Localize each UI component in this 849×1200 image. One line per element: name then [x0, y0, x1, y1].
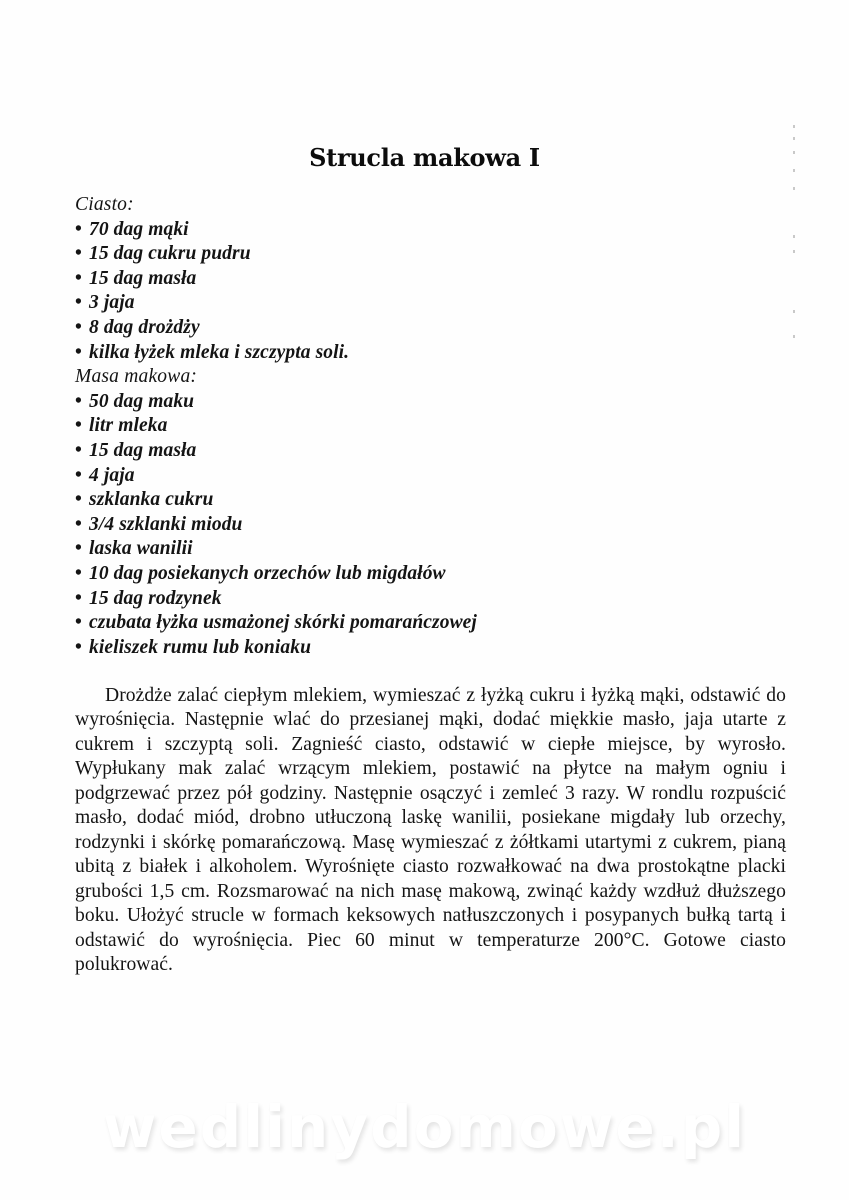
scan-artifact-marks: [793, 125, 799, 355]
bullet-icon: •: [75, 538, 82, 560]
ingredient-text: 4 jaja: [89, 464, 135, 486]
ingredient-text: szklanka cukru: [89, 489, 214, 511]
ingredient-text: czubata łyżka usmażonej skórki pomarańczowej: [89, 612, 477, 634]
ingredient-item: [75, 316, 675, 341]
bullet-icon: •: [75, 415, 82, 437]
bullet-icon: •: [75, 390, 82, 412]
ingredient-text: 15 dag rodzynek: [89, 587, 222, 609]
bullet-icon: •: [75, 464, 82, 486]
ingredient-text: 50 dag maku: [89, 390, 195, 412]
ingredients-block: [75, 193, 675, 660]
ingredient-text: 8 dag drożdży: [89, 316, 200, 338]
instructions-paragraph: Drożdże zalać ciepłym mlekiem, wymieszać z łyżką cukru i łyżką mąki, odstawić do wyrośnięcia. Następnie wlać do przesianej mąki, dodać miękkie masło, jaja utarte z cukrem i szczyptą soli. Zagnieść ciasto, odstawić w ciepłe miejsce, by wyrosło. Wypłukany mak zalać wrzącym mlekiem, postawić na płytce na małym ogniu i podgrzewać przez pół godziny. Następnie osączyć i zemleć 3 razy. W rondlu rozpuścić masło, dodać miód, drobno utłuczoną laskę wanilii, posiekane migdały lub orzechy, rodzynki i skórkę pomarańczową. Masę wymieszać z żółtkami utartymi z cukrem, pianą ubitą z białek i alkoholem. Wyrośnięte ciasto rozwałkować na dwa prostokątne placki grubości 1,5 cm. Rozsmarować na nich masę makową, zwinąć każdy wzdłuż dłuższego boku. Ułożyć strucle w formach keksowych natłuszczonych i posypanych bułką tartą i odstawić do wyrośnięcia. Piec 60 minut w temperaturze 200°C. Gotowe ciasto polukrować.: [75, 685, 786, 975]
bullet-icon: •: [75, 341, 82, 363]
bullet-icon: •: [75, 243, 82, 265]
ingredient-item: [75, 636, 675, 661]
ingredient-list-dough: [75, 218, 675, 366]
bullet-icon: •: [75, 489, 82, 511]
section-heading-poppy-filling: Masa makowa:: [75, 366, 198, 388]
ingredient-text: laska wanilii: [89, 538, 193, 560]
bullet-icon: •: [75, 218, 82, 240]
ingredient-list-poppy-filling: [75, 390, 675, 661]
ingredient-item: [75, 513, 675, 538]
ingredient-text: 3/4 szklanki miodu: [89, 513, 243, 535]
bullet-icon: •: [75, 316, 82, 338]
ingredient-item: [75, 414, 675, 439]
ingredient-text: kilka łyżek mleka i szczypta soli.: [89, 341, 350, 363]
ingredient-item: [75, 464, 675, 489]
site-watermark: wedlinydomowe.pl: [102, 1093, 747, 1161]
ingredient-text: 10 dag posiekanych orzechów lub migdałów: [89, 562, 446, 584]
ingredient-item: [75, 611, 675, 636]
bullet-icon: •: [75, 612, 82, 634]
ingredient-item: [75, 587, 675, 612]
ingredient-text: litr mleka: [89, 415, 168, 437]
ingredient-text: 3 jaja: [89, 292, 135, 314]
ingredient-item: [75, 341, 675, 366]
bullet-icon: •: [75, 292, 82, 314]
ingredient-text: kieliszek rumu lub koniaku: [89, 636, 312, 658]
bullet-icon: •: [75, 562, 82, 584]
ingredient-item: [75, 242, 675, 267]
ingredient-text: 70 dag mąki: [89, 218, 189, 240]
ingredient-item: [75, 488, 675, 513]
ingredient-item: [75, 218, 675, 243]
ingredient-item: [75, 562, 675, 587]
ingredient-text: 15 dag masła: [89, 439, 197, 461]
bullet-icon: •: [75, 587, 82, 609]
ingredient-item: [75, 291, 675, 316]
ingredient-text: 15 dag masła: [89, 267, 197, 289]
ingredient-text: 15 dag cukru pudru: [89, 243, 251, 265]
section-heading-dough: Ciasto:: [75, 194, 134, 215]
ingredient-item: [75, 537, 675, 562]
bullet-icon: •: [75, 267, 82, 289]
ingredient-item: [75, 439, 675, 464]
bullet-icon: •: [75, 636, 82, 658]
ingredient-item: [75, 267, 675, 292]
bullet-icon: •: [75, 513, 82, 535]
bullet-icon: •: [75, 439, 82, 461]
recipe-title: Strucla makowa I: [309, 143, 540, 172]
ingredient-item: [75, 390, 675, 415]
